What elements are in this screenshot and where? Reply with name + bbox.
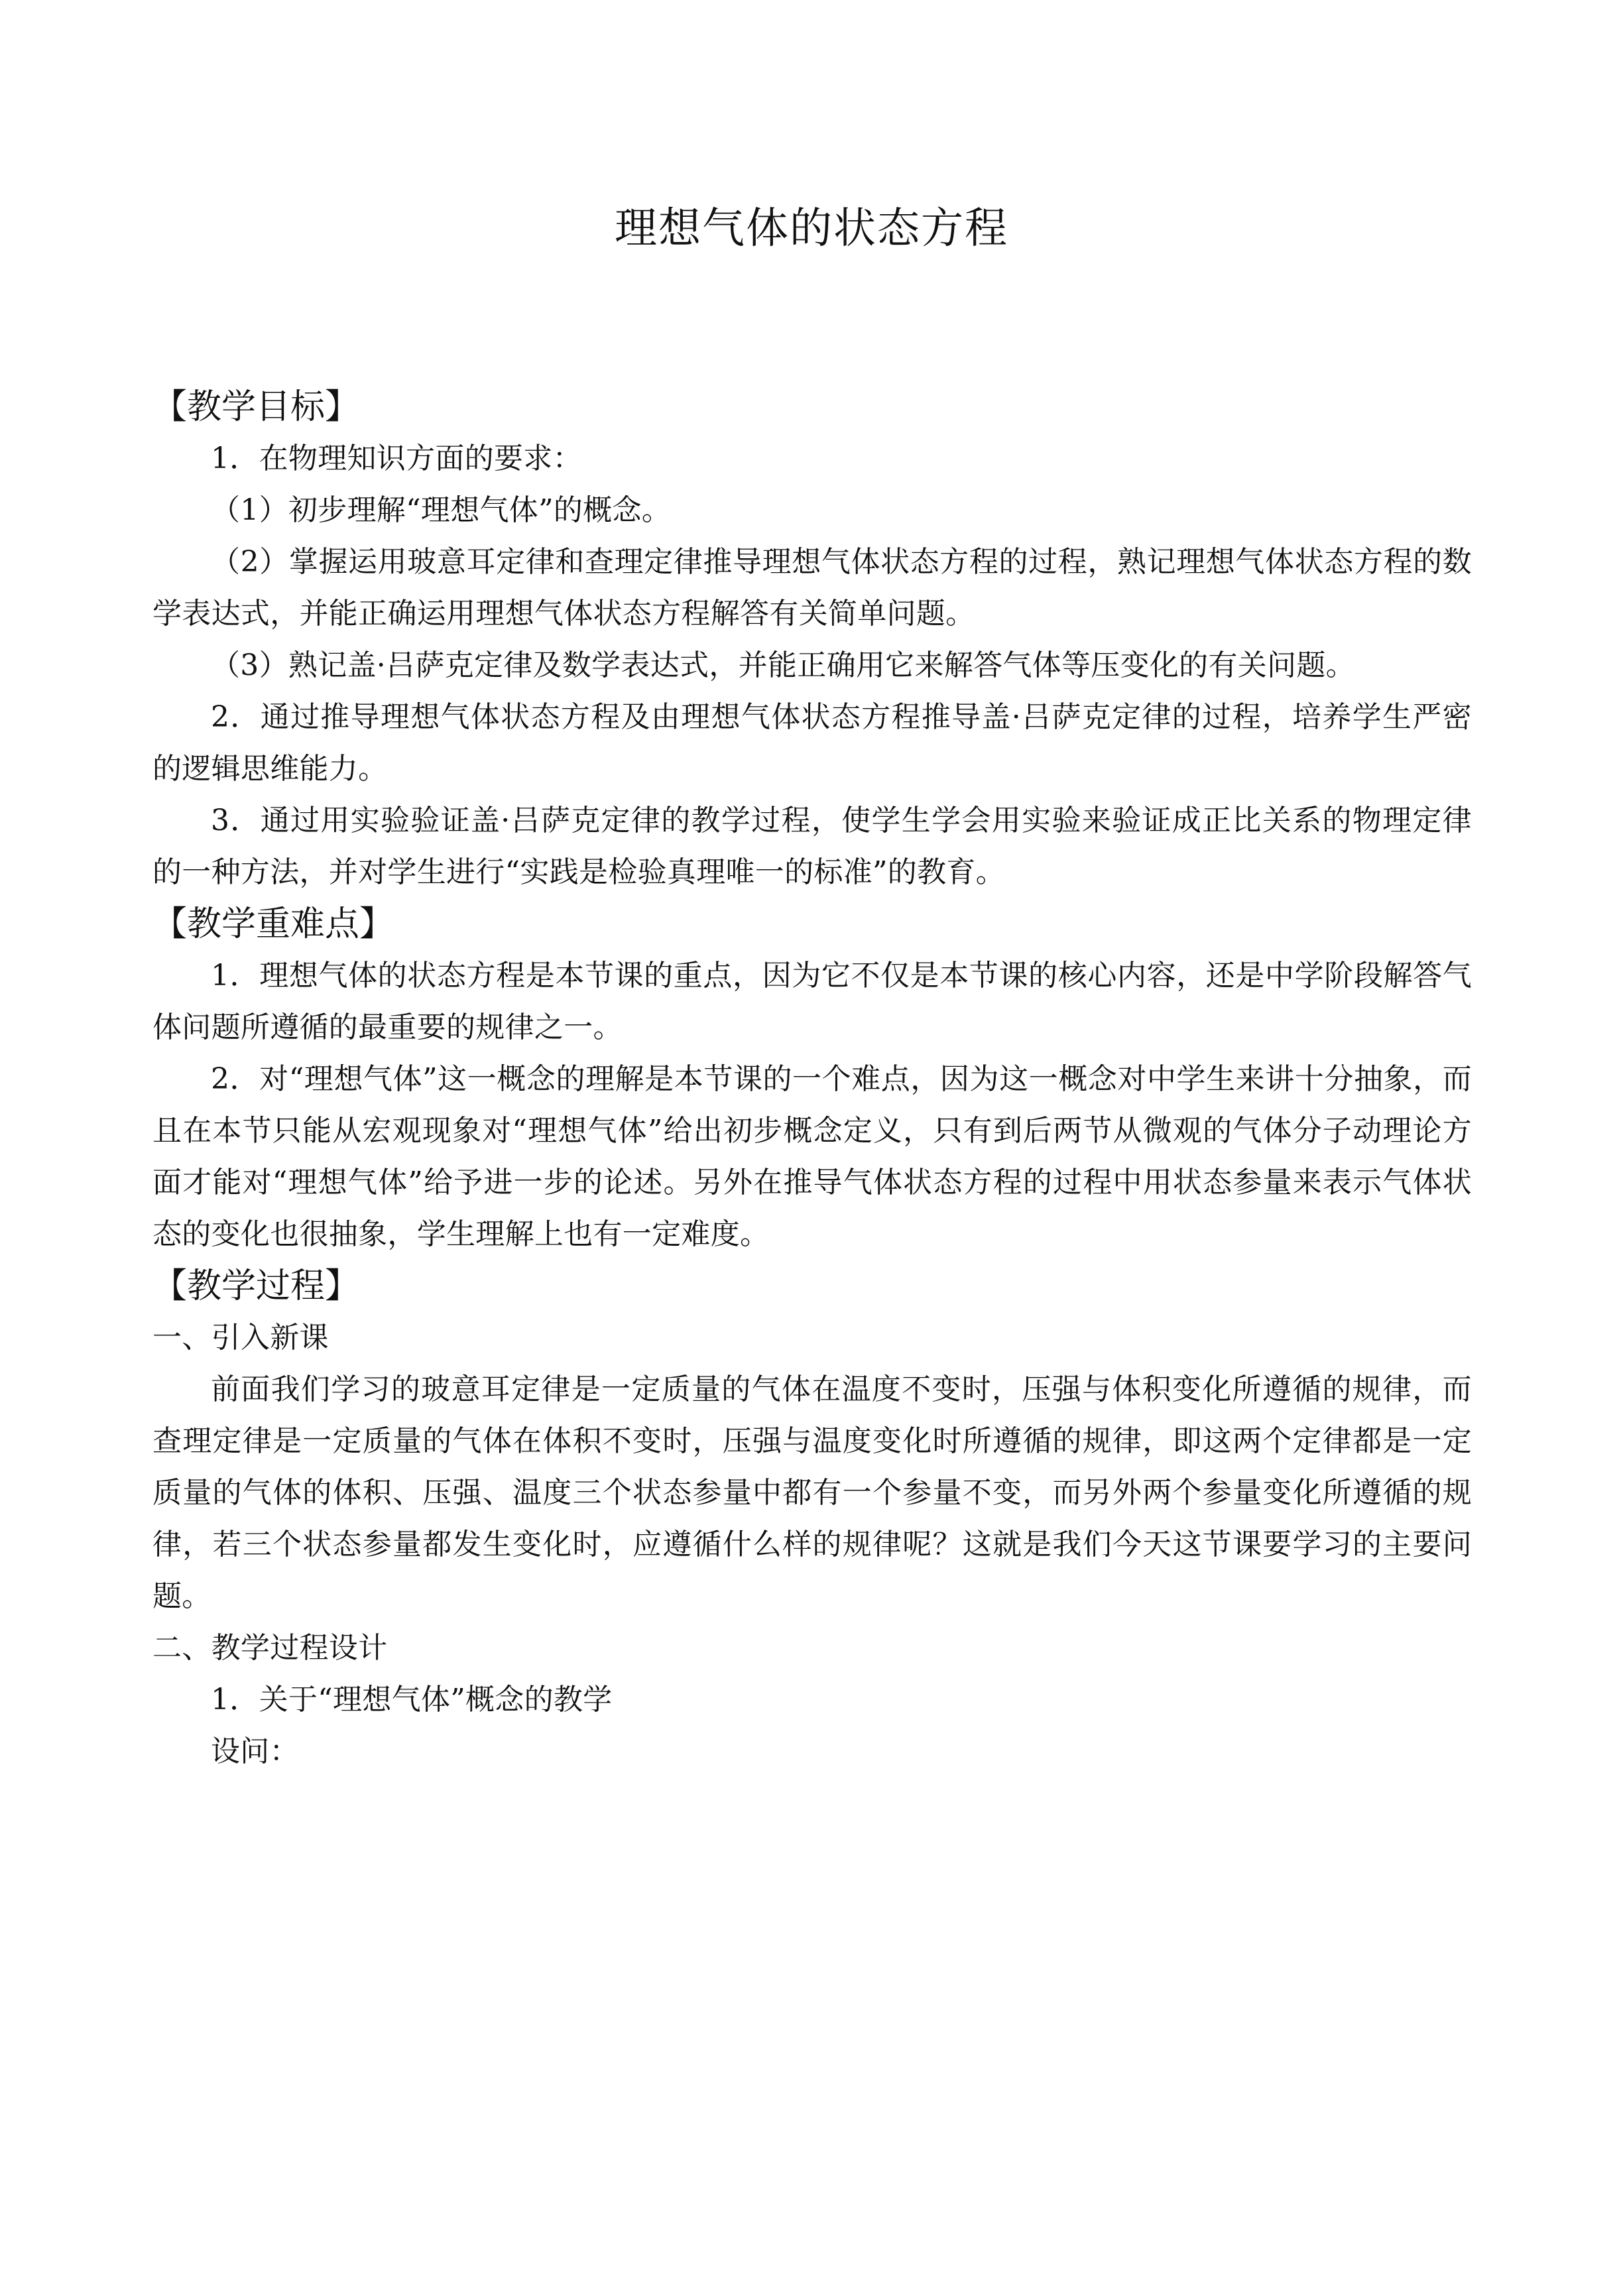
document-body [152, 381, 1472, 1778]
paragraph: 1．关于“理想气体”概念的教学 [211, 1683, 613, 1717]
paragraph: 2．通过推导理想气体状态方程及由理想气体状态方程推导盖·吕萨克定律的过程，培养学生严密的逻辑思维能力。 [152, 700, 1472, 786]
paragraph: 1．理想气体的状态方程是本节课的重点，因为它不仅是本节课的核心内容，还是中学阶段解答气体问题所遵循的最重要的规律之一。 [152, 959, 1472, 1044]
page-title: 理想气体的状态方程 [615, 204, 1008, 253]
paragraph: 设问： [211, 1734, 299, 1768]
subheading: 二、教学过程设计 [152, 1631, 388, 1665]
paragraph: 3．通过用实验验证盖·吕萨克定律的教学过程，使学生学会用实验来验证成正比关系的物理定律的一种方法，并对学生进行“实践是检验真理唯一的标准”的教育。 [152, 804, 1472, 889]
section-heading-process: 【教学过程】 [152, 1266, 360, 1306]
section-heading-goals: 【教学目标】 [152, 387, 360, 427]
paragraph: 前面我们学习的玻意耳定律是一定质量的气体在温度不变时，压强与体积变化所遵循的规律，而查理定律是一定质量的气体在体积不变时，压强与温度变化时所遵循的规律，即这两个定律都是一定质量的气体的体积、压强、温度三个状态参量中都有一个参量不变，而另外两个参量变化所遵循的规律，若三个状态参量都发生变化时，应遵循什么样的规律呢？这就是我们今天这节课要学习的主要问题。 [152, 1372, 1472, 1613]
paragraph: 1．在物理知识方面的要求： [211, 442, 582, 475]
paragraph: 2．对“理想气体”这一概念的理解是本节课的一个难点，因为这一概念对中学生来讲十分抽象，而且在本节只能从宏观现象对“理想气体”给出初步概念定义，只有到后两节从微观的气体分子动理论方面才能对“理想气体”给予进一步的论述。另外在推导气体状态方程的过程中用状态参量来表示气体状态的变化也很抽象，学生理解上也有一定难度。 [152, 1062, 1472, 1251]
paragraph: （2）掌握运用玻意耳定律和查理定律推导理想气体状态方程的过程，熟记理想气体状态方程的数学表达式，并能正确运用理想气体状态方程解答有关简单问题。 [152, 545, 1472, 631]
section-heading-key-points: 【教学重难点】 [152, 904, 394, 944]
subheading: 一、引入新课 [152, 1321, 329, 1355]
paragraph: （3）熟记盖·吕萨克定律及数学表达式，并能正确用它来解答气体等压变化的有关问题。 [211, 648, 1355, 682]
paragraph: （1）初步理解“理想气体”的概念。 [211, 493, 672, 527]
